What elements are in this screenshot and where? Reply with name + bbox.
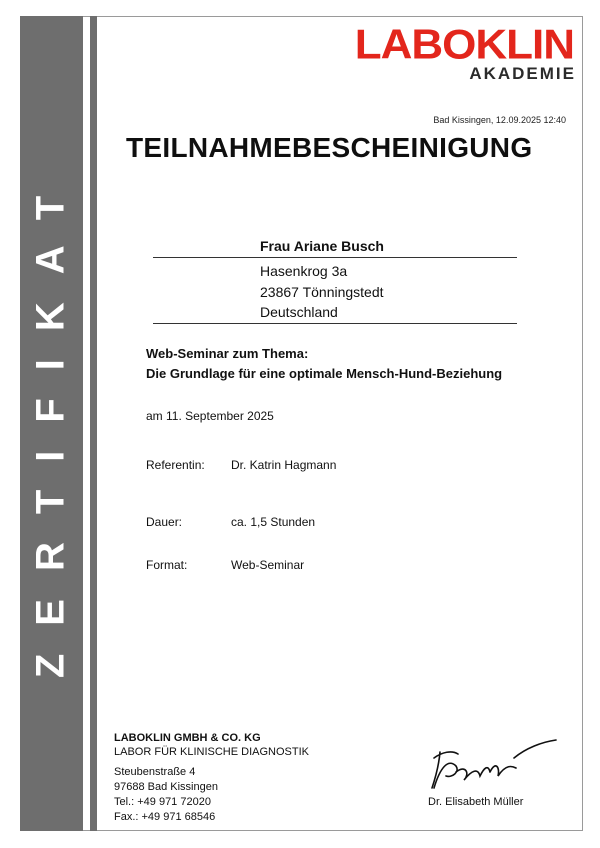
company-name: LABOKLIN GMBH & CO. KG xyxy=(114,732,261,744)
recipient-name: Frau Ariane Busch xyxy=(260,238,384,254)
company-address xyxy=(114,731,309,825)
divider-top xyxy=(153,257,517,258)
side-stripe xyxy=(90,16,97,831)
recipient-street: Hasenkrog 3a xyxy=(260,263,348,279)
logo-wordmark: LABOKLIN xyxy=(354,21,574,68)
company-city: 97688 Bad Kissingen xyxy=(114,781,218,793)
recipient-country: Deutschland xyxy=(260,304,338,320)
speaker-label: Referentin: xyxy=(146,458,205,472)
seminar-topic-block xyxy=(146,344,502,384)
document-title: TEILNAHMEBESCHEINIGUNG xyxy=(126,132,533,163)
duration-label: Dauer: xyxy=(146,515,183,529)
company-tagline: LABOR FÜR KLINISCHE DIAGNOSTIK xyxy=(114,746,309,758)
seminar-heading: Web-Seminar zum Thema: xyxy=(146,346,309,361)
laboklin-logo xyxy=(354,21,576,83)
seminar-topic: Die Grundlage für eine optimale Mensch-Hund-Beziehung xyxy=(146,366,503,381)
signatory-name: Dr. Elisabeth Müller xyxy=(428,796,524,808)
company-phone: Tel.: +49 971 72020 xyxy=(114,796,211,808)
company-street: Steubenstraße 4 xyxy=(114,766,196,778)
company-fax: Fax.: +49 971 68546 xyxy=(114,811,216,823)
signature-image xyxy=(426,738,560,794)
format-value: Web-Seminar xyxy=(231,558,305,572)
speaker-value: Dr. Katrin Hagmann xyxy=(231,458,337,472)
format-label: Format: xyxy=(146,558,188,572)
recipient-city: 23867 Tönningstedt xyxy=(260,284,384,300)
place-date: Bad Kissingen, 12.09.2025 12:40 xyxy=(433,115,566,125)
seminar-date: am 11. September 2025 xyxy=(146,409,274,423)
certificate-vertical-label: ZERTIFIKAT xyxy=(28,167,73,679)
duration-value: ca. 1,5 Stunden xyxy=(231,515,316,529)
logo-subtitle: AKADEMIE xyxy=(469,64,576,83)
divider-bottom xyxy=(153,323,517,324)
